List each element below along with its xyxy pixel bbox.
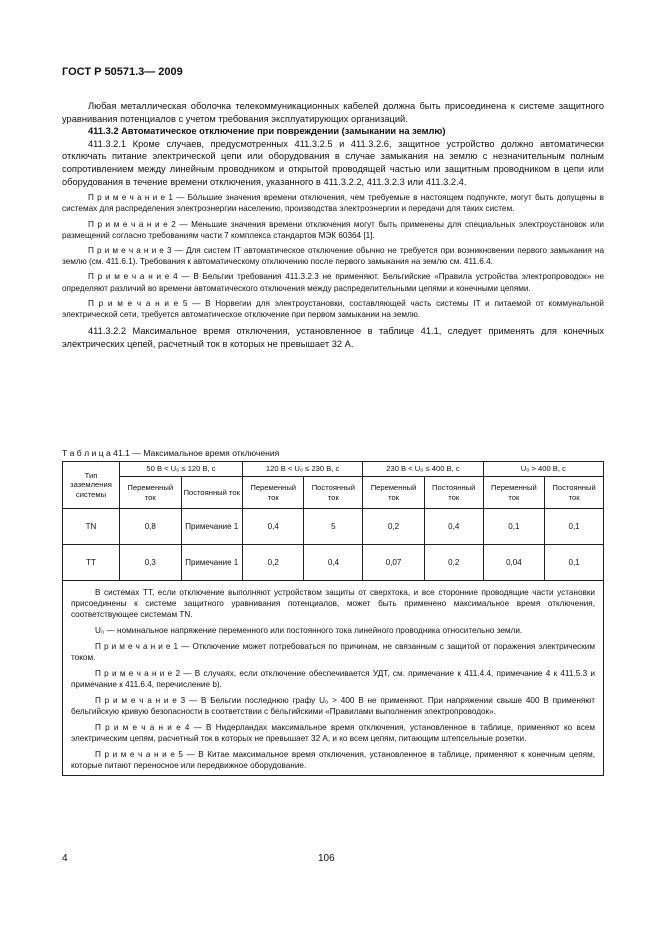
- row-type-tn: TN: [63, 509, 120, 545]
- header-range-4: U₀ > 400 В, с: [483, 462, 603, 477]
- disconnection-time-table: [62, 461, 604, 776]
- header-ac: Переменный ток: [120, 477, 182, 509]
- table-foot-u0: U₀ — номинальное напряжение переменного или постоянного тока линейного проводника относительно земли.: [95, 626, 523, 635]
- cell: 0,2: [363, 509, 425, 545]
- cell: 0,8: [120, 509, 182, 545]
- cell: 0,3: [120, 545, 182, 581]
- note-4: П р и м е ч а н и е 4 — В Бельгии требования 411.3.2.3 не применяют. Бельгийские «Правила устройства электропроводок» не определяют различий во времени автоматического отключения между распределительными цепями и конечными цепями.: [62, 272, 605, 293]
- note-2: П р и м е ч а н и е 2 — Меньшие значения времени отключения могут быть применены для специальных электроустановок или размещений согласно требованиям части 7 комплекса стандартов МЭК 60364 [1].: [62, 219, 604, 240]
- table-caption: Т а б л и ц а 41.1 — Максимальное время отключения: [62, 448, 280, 458]
- cell: 0,4: [424, 509, 483, 545]
- header-ac: Переменный ток: [242, 477, 304, 509]
- cell: 0,2: [242, 545, 304, 581]
- header-dc: Постоянный ток: [424, 477, 483, 509]
- document-header: ГОСТ Р 50571.3— 2009: [62, 66, 183, 78]
- paragraph-411-3-2-1: 411.3.2.1 Кроме случаев, предусмотренных 411.3.2.5 и 411.3.2.6, защитное устройство должно автоматически отключать питание электрической цепи или оборудования в случае замыкания на землю с незначительным полным сопротивлением между линейным проводником и открытой проводящей частью или защитным проводником в цепи или оборудования в течение времени отключения, указанного в 411.3.2.2, 411.3.2.3 или 411.3.2.4.: [62, 138, 604, 187]
- cell: 0,4: [304, 545, 363, 581]
- header-system-type: Тип заземления системы: [63, 462, 120, 509]
- table-note-2: П р и м е ч а н и е 2 — В случаях, если отключение обеспечивается УДТ, см. примечание к 411.4.4, примечание 4 к 411.5.3 и примечание к 411.6.4, перечисление b).: [71, 669, 595, 689]
- cell: Примечание 1: [181, 545, 242, 581]
- cell: 0,1: [483, 509, 545, 545]
- header-dc: Постоянный ток: [181, 477, 242, 509]
- cell: 0,4: [242, 509, 304, 545]
- page-number-left: 4: [62, 853, 68, 864]
- header-ac: Переменный ток: [363, 477, 425, 509]
- table-note-1: П р и м е ч а н и е 1 — Отключение может потребоваться по причинам, не связанным с защитой от поражения электрическим током.: [71, 642, 595, 662]
- cell: 5: [304, 509, 363, 545]
- header-dc: Постоянный ток: [545, 477, 604, 509]
- table-note-3: П р и м е ч а н и е 3 — В Бельгии последнюю графу U₀ > 400 В не применяют. При напряжении свыше 400 В применяют бельгийскую кривую безопасности в соответствии с бельгийскими «Правилами выполнения электропроводок».: [71, 696, 595, 716]
- paragraph-411-3-2-2: 411.3.2.2 Максимальное время отключения, установленное в таблице 41.1, следует применять для конечных электрических цепей, расчетный ток в которых не превышает 32 А.: [62, 326, 604, 349]
- cell: Примечание 1: [181, 509, 242, 545]
- table-note-5: П р и м е ч а н и е 5 — В Китае максимальное время отключения, установленное в таблице, применяют к конечным цепям, которые питают переносное или передвижное оборудование.: [71, 750, 595, 770]
- header-range-1: 50 В < U₀ ≤ 120 В, с: [120, 462, 243, 477]
- table-footnotes: [63, 581, 604, 776]
- table-row: [63, 545, 604, 581]
- cell: 0,1: [545, 509, 604, 545]
- header-ac: Переменный ток: [483, 477, 545, 509]
- page-number-center: 106: [318, 853, 335, 864]
- note-1: П р и м е ч а н и е 1 — Бо́льшие значения времени отключения, чем требуемые в настоящем подпункте, могут быть допущены в системах для распределения электроэнергии населению, производства электроэнергии и передачи для таких систем.: [62, 193, 604, 214]
- body-text: [62, 100, 604, 350]
- cell: 0,04: [483, 545, 545, 581]
- row-type-tt: TT: [63, 545, 120, 581]
- cell: 0,1: [545, 545, 604, 581]
- table-foot-tt: В системах TT, если отключение выполняют устройством защиты от сверхтока, и все сторонние проводящие части установки присоединены к системе защитного уравнивания потенциалов, может быть применено максимальное время отключения, соответствующее системам TN.: [71, 588, 595, 619]
- cell: 0,07: [363, 545, 425, 581]
- note-3: П р и м е ч а н и е 3 — Для систем IT автоматическое отключение обычно не требуется при возникновении первого замыкания на землю (см. 411.6.1). Требования к автоматическому отключению после первого замыкания на землю см. 411.6.4.: [62, 245, 604, 267]
- header-dc: Постоянный ток: [304, 477, 363, 509]
- section-heading-411-3-2: 411.3.2 Автоматическое отключение при повреждении (замыкании на землю): [88, 126, 446, 137]
- table-note-4: П р и м е ч а н и е 4 — В Нидерландах максимальное время отключения, установленное в таблице, применяют ко всем электрическим цепям, расчетный ток в которых не превышает 32 А, и ко всем цепям, питающим штепсельные розетки.: [71, 723, 595, 743]
- header-range-3: 230 В < U₀ ≤ 400 В, с: [363, 462, 483, 477]
- cell: 0,2: [424, 545, 483, 581]
- header-range-2: 120 В < U₀ ≤ 230 В, с: [242, 462, 362, 477]
- paragraph-cable-sheath: Любая металлическая оболочка телекоммуникационных кабелей должна быть присоединена к системе защитного уравнивания потенциалов с учетом требования эксплуатирующих организаций.: [62, 101, 604, 124]
- table-row: [63, 509, 604, 545]
- note-5: П р и м е ч а н и е 5 — В Норвегии для электроустановки, составляющей часть системы IT и питаемой от коммунальной электрической сети, требуется автоматическое отключение при первом замыкании на землю.: [62, 298, 604, 319]
